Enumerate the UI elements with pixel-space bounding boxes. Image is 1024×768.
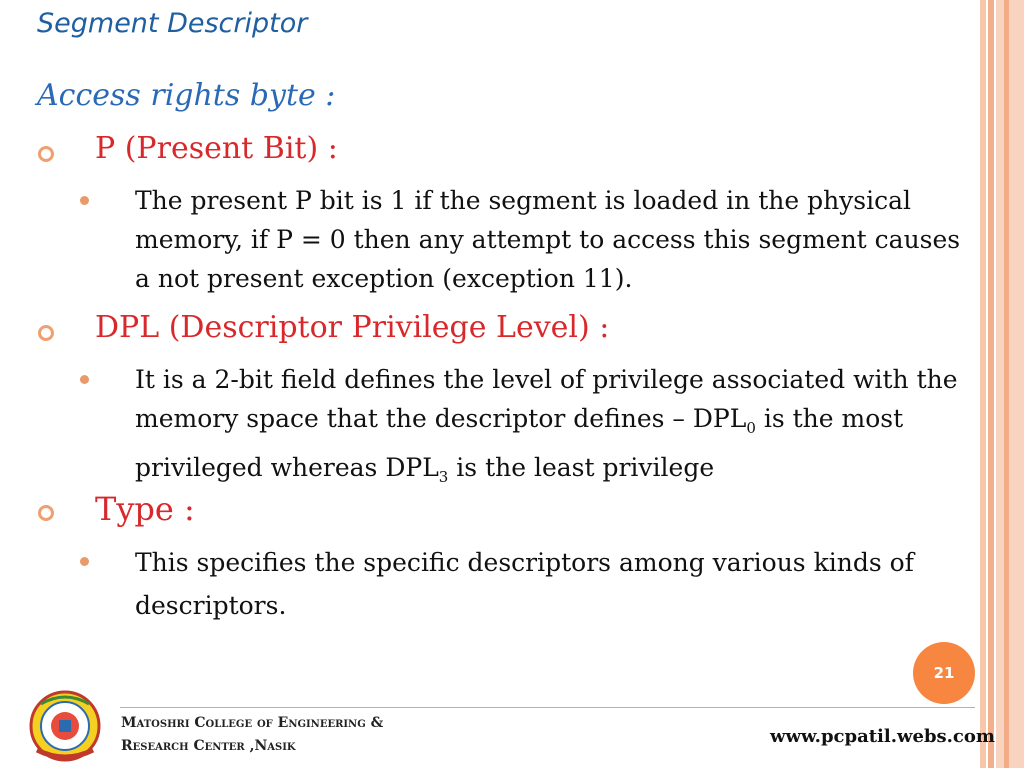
decor-stripe bbox=[996, 0, 1024, 768]
section-heading-type: Type : bbox=[95, 490, 195, 528]
section-heading-dpl: DPL (Descriptor Privilege Level) : bbox=[95, 310, 610, 345]
page-number-badge: 21 bbox=[913, 642, 975, 704]
ring-bullet-icon bbox=[38, 325, 54, 341]
website-link[interactable]: www.pcpatil.webs.com bbox=[770, 726, 995, 747]
section-heading-present-bit: P (Present Bit) : bbox=[95, 131, 338, 166]
footer-divider bbox=[120, 707, 975, 708]
slide-title: Segment Descriptor bbox=[37, 8, 308, 39]
section-body-present-bit: The present P bit is 1 if the segment is loaded in the physical memory, if P = 0 then any attempt to access this segment causes a not present exception (exception 11). bbox=[135, 186, 961, 293]
ring-bullet-icon bbox=[38, 505, 54, 521]
section-body-type: This specifies the specific descriptors among various kinds of descriptors. bbox=[135, 548, 914, 620]
college-logo-icon bbox=[25, 680, 105, 764]
section-body-dpl: It is a 2-bit field defines the level of privilege associated with the memory space that the descriptor defines – $DPL_0$ is the most privileged whereas $DPL_3$ is the least privilege bbox=[135, 365, 958, 486]
dot-bullet-icon bbox=[80, 557, 89, 566]
college-name: Matoshri College of Engineering & Research Center ,Nasik bbox=[121, 715, 384, 754]
decor-stripe bbox=[980, 0, 986, 768]
ring-bullet-icon bbox=[38, 146, 54, 162]
dot-bullet-icon bbox=[80, 196, 89, 205]
dot-bullet-icon bbox=[80, 375, 89, 384]
slide-subtitle: Access rights byte : bbox=[37, 78, 336, 113]
decor-stripe bbox=[1004, 0, 1009, 768]
decor-stripe bbox=[988, 0, 994, 768]
